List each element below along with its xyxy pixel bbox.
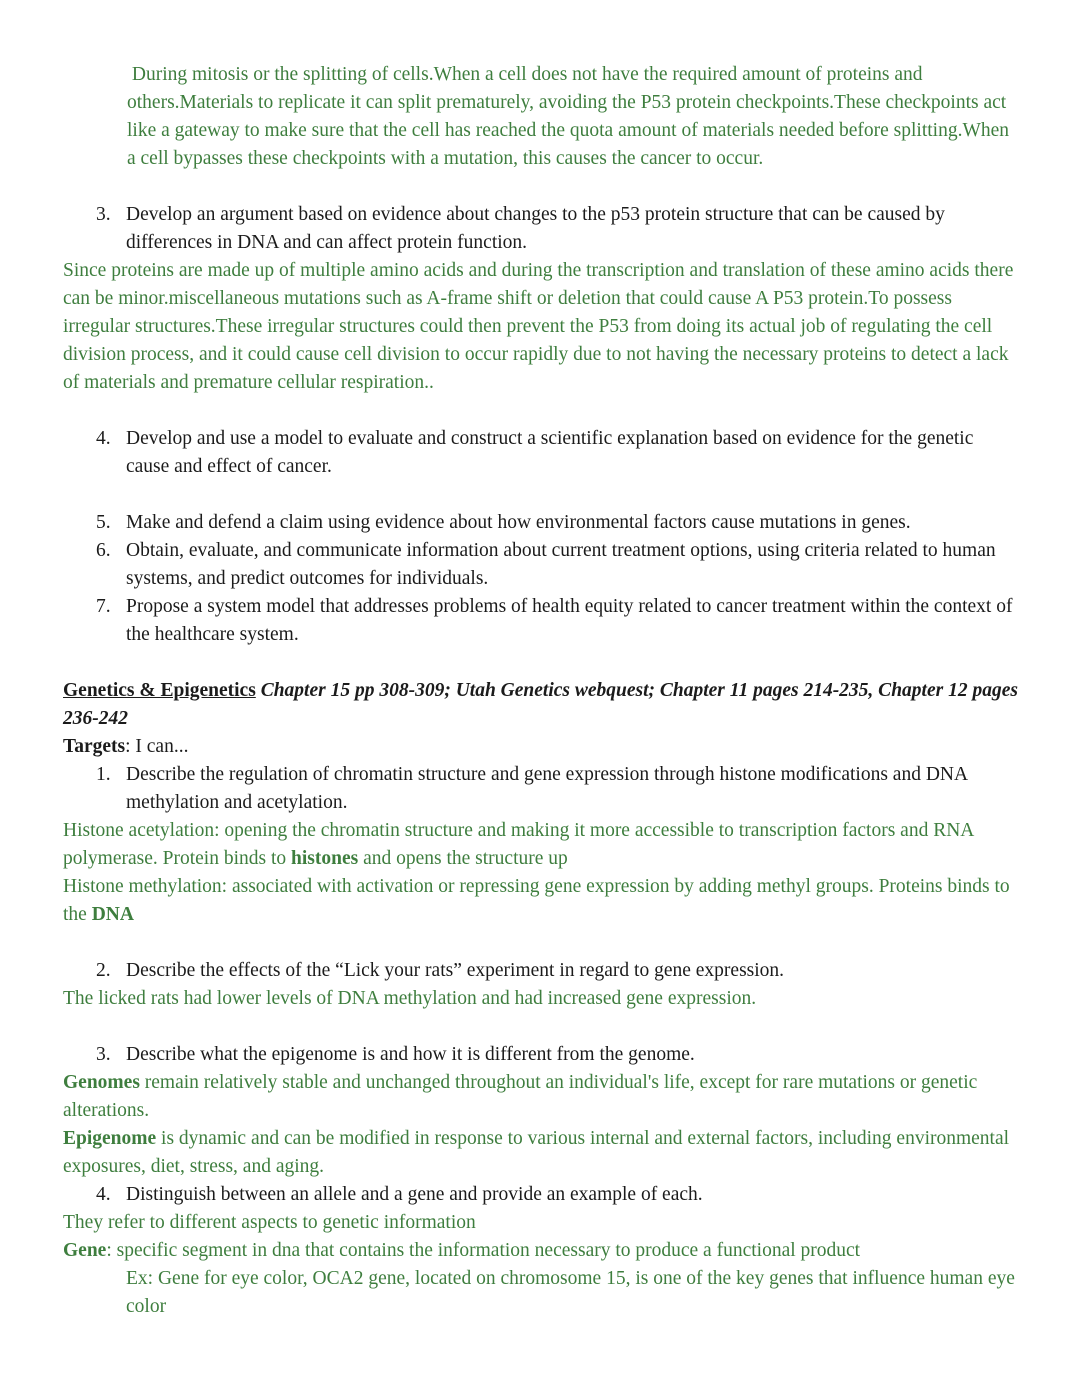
answer-text: remain relatively stable and unchanged throughout an individual's life, except for rare mutations or genetic alterations. — [63, 1072, 983, 1121]
section-heading-references: Chapter 15 pp 308-309; Utah Genetics webquest; Chapter 11 pages 214-235, Chapter 12 pages 236-242 — [63, 680, 1023, 729]
list-number: 5. — [96, 512, 111, 533]
targets-rest: : I can... — [125, 736, 189, 757]
answer-text: Histone acetylation: opening the chromatin structure and making it more accessible to transcription factors and RNA polymerase. Protein binds to — [63, 820, 979, 869]
list-item-text: Describe the regulation of chromatin structure and gene expression through histone modifications and DNA methylation and acetylation. — [126, 764, 972, 813]
list-item-text: Develop an argument based on evidence about changes to the p53 protein structure that can be caused by differences in DNA and can affect protein function. — [126, 204, 950, 253]
list-number: 1. — [96, 764, 111, 785]
answer-allele-vs-gene: They refer to different aspects to genetic information — [63, 1212, 476, 1233]
list-item-genetics-3 — [96, 1041, 1018, 1069]
targets-label: Targets — [63, 736, 126, 757]
list-number: 7. — [96, 596, 111, 617]
section-heading-title: Genetics & Epigenetics — [63, 680, 256, 701]
blank-line — [63, 649, 1018, 677]
blank-line — [63, 929, 1018, 957]
answer-text: Histone methylation: associated with activation or repressing gene expression by adding methyl groups. Proteins binds to the — [63, 876, 1015, 925]
list-item-cancer-7 — [96, 593, 1018, 649]
list-number: 4. — [96, 1184, 111, 1205]
answer-epigenome — [63, 1125, 1018, 1181]
list-number: 3. — [96, 1044, 111, 1065]
list-item-text: Make and defend a claim using evidence about how environmental factors cause mutations in genes. — [126, 512, 911, 533]
answer-text: : specific segment in dna that contains the information necessary to produce a functional product — [106, 1240, 861, 1261]
answer-genomes — [63, 1069, 1018, 1125]
list-item-text: Obtain, evaluate, and communicate information about current treatment options, using criteria related to human systems, and predict outcomes for individuals. — [126, 540, 1001, 589]
list-item-cancer-6 — [96, 537, 1018, 593]
list-item-text: Describe what the epigenome is and how it is different from the genome. — [126, 1044, 695, 1065]
list-item-cancer-5 — [96, 509, 1018, 537]
list-number: 6. — [96, 540, 111, 561]
targets-line — [63, 733, 1018, 761]
blank-line — [63, 481, 1018, 509]
blank-line — [63, 173, 1018, 201]
list-item-text: Propose a system model that addresses problems of health equity related to cancer treatment within the context of the healthcare system. — [126, 596, 1018, 645]
list-item-genetics-1 — [96, 761, 1018, 817]
answer-bold-term: Epigenome — [63, 1128, 157, 1149]
blank-line — [63, 1013, 1018, 1041]
list-item-text: Develop and use a model to evaluate and construct a scientific explanation based on evidence for the genetic cause and effect of cancer. — [126, 428, 979, 477]
list-item-text: Distinguish between an allele and a gene and provide an example of each. — [126, 1184, 703, 1205]
list-item-cancer-3 — [96, 201, 1018, 257]
list-item-cancer-4 — [96, 425, 1018, 481]
list-number: 3. — [96, 204, 111, 225]
list-item-genetics-4 — [96, 1181, 1018, 1209]
answer-bold-term: DNA — [91, 904, 134, 925]
answer-eye-color-example: Ex: Gene for eye color, OCA2 gene, located on chromosome 15, is one of the key genes that influence human eye color — [126, 1268, 1020, 1317]
answer-bold-term: Genomes — [63, 1072, 140, 1093]
list-number: 2. — [96, 960, 111, 981]
answer-bold-term: Gene — [63, 1240, 107, 1261]
answer-during-mitosis: During mitosis or the splitting of cells.When a cell does not have the required amount of proteins and others.Materials to replicate it can split prematurely, avoiding the P53 protein checkpoints.These checkpoints act like a gateway to make sure that the cell has reached the quota amount of materials needed before splitting.When a cell bypasses these checkpoints with a mutation, this causes the cancer to occur. — [127, 64, 1014, 169]
answer-since-proteins: Since proteins are made up of multiple amino acids and during the transcription and translation of these amino acids there can be minor.miscellaneous mutations such as A-frame shift or deletion that could cause A P53 protein.To possess irregular structures.These irregular structures could then prevent the P53 from doing its actual job of regulating the cell division process, and it could cause cell division to occur rapidly due to not having the necessary proteins to detect a lack of materials and premature cellular respiration.. — [63, 260, 1019, 393]
list-item-genetics-2 — [96, 957, 1018, 985]
answer-text: and opens the structure up — [358, 848, 568, 869]
answer-histone-acetylation — [63, 817, 1018, 873]
answer-gene-definition — [63, 1237, 1018, 1265]
answer-licked-rats: The licked rats had lower levels of DNA methylation and had increased gene expression. — [63, 988, 757, 1009]
list-number: 4. — [96, 428, 111, 449]
section-heading — [63, 677, 1023, 733]
answer-bold-term: histones — [291, 848, 359, 869]
answer-histone-methylation — [63, 873, 1018, 929]
list-item-text: Describe the effects of the “Lick your rats” experiment in regard to gene expression. — [126, 960, 785, 981]
blank-line — [63, 397, 1018, 425]
answer-text: is dynamic and can be modified in response to various internal and external factors, including environmental exposures, diet, stress, and aging. — [63, 1128, 1014, 1177]
